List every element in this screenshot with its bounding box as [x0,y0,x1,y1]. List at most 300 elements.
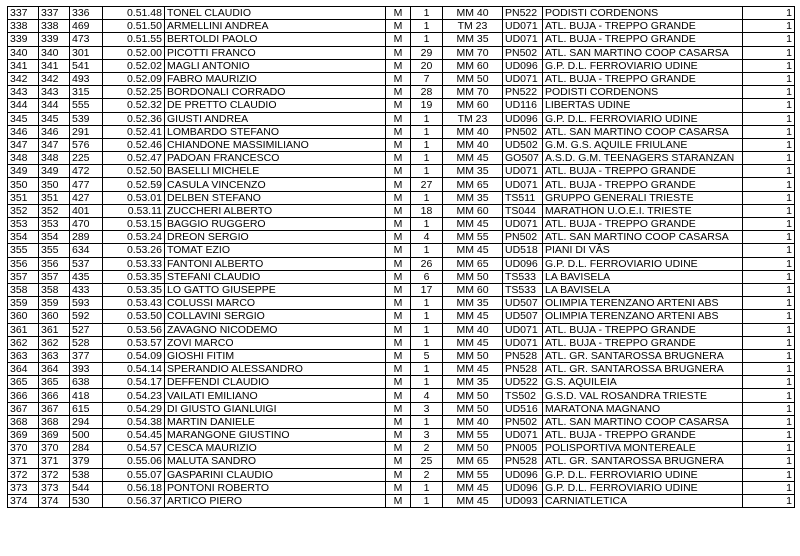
bib-cell: 315 [70,86,103,99]
position-cell: 346 [8,125,39,138]
bib-cell: 294 [70,415,103,428]
bib-cell: 472 [70,165,103,178]
bib-cell: 225 [70,152,103,165]
club-name-cell: G.P. D.L. FERROVIARIO UDINE [543,59,743,72]
category-rank-cell: 348 [39,152,70,165]
club-name-cell: G.P. D.L. FERROVIARIO UDINE [543,112,743,125]
table-row [8,59,795,72]
table-row [8,231,795,244]
bib-cell: 555 [70,99,103,112]
category-cell: MM 40 [443,138,503,151]
position-cell: 356 [8,257,39,270]
club-name-cell: LA BAVISELA [543,283,743,296]
bib-cell: 544 [70,481,103,494]
club-code-cell: UD096 [503,112,543,125]
time-cell: 0.53.56 [103,323,165,336]
position-cell: 349 [8,165,39,178]
table-row [8,297,795,310]
category-rank-cell: 368 [39,415,70,428]
table-row [8,125,795,138]
athlete-name-cell: BORDONALI CORRADO [165,86,386,99]
category-position-cell: 1 [411,244,443,257]
results-table-body [8,7,795,508]
club-name-cell: ATL. SAN MARTINO COOP CASARSA [543,231,743,244]
category-rank-cell: 345 [39,112,70,125]
category-rank-cell: 350 [39,178,70,191]
category-cell: TM 23 [443,20,503,33]
bib-cell: 615 [70,402,103,415]
time-cell: 0.54.14 [103,363,165,376]
category-cell: MM 50 [443,349,503,362]
category-position-cell: 2 [411,442,443,455]
athlete-name-cell: DI GIUSTO GIANLUIGI [165,402,386,415]
bib-cell: 634 [70,244,103,257]
athlete-name-cell: ZAVAGNO NICODEMO [165,323,386,336]
time-cell: 0.54.57 [103,442,165,455]
athlete-name-cell: DE PRETTO CLAUDIO [165,99,386,112]
category-position-cell: 1 [411,415,443,428]
club-code-cell: PN522 [503,86,543,99]
category-position-cell: 1 [411,138,443,151]
sex-cell: M [386,86,411,99]
position-cell: 361 [8,323,39,336]
table-row [8,442,795,455]
bib-cell: 284 [70,442,103,455]
sex-cell: M [386,297,411,310]
category-rank-cell: 367 [39,402,70,415]
athlete-name-cell: PADOAN FRANCESCO [165,152,386,165]
athlete-name-cell: COLUSSI MARCO [165,297,386,310]
time-cell: 0.52.47 [103,152,165,165]
position-cell: 364 [8,363,39,376]
position-cell: 337 [8,7,39,20]
athlete-name-cell: BAGGIO RUGGERO [165,218,386,231]
category-position-cell: 27 [411,178,443,191]
points-cell: 1 [743,99,795,112]
time-cell: 0.53.26 [103,244,165,257]
category-rank-cell: 366 [39,389,70,402]
club-code-cell: UD522 [503,376,543,389]
category-position-cell: 26 [411,257,443,270]
category-cell: TM 23 [443,112,503,125]
bib-cell: 377 [70,349,103,362]
position-cell: 357 [8,270,39,283]
position-cell: 362 [8,336,39,349]
time-cell: 0.52.25 [103,86,165,99]
category-position-cell: 2 [411,468,443,481]
athlete-name-cell: MAGLI ANTONIO [165,59,386,72]
sex-cell: M [386,257,411,270]
points-cell: 1 [743,178,795,191]
points-cell: 1 [743,468,795,481]
athlete-name-cell: FANTONI ALBERTO [165,257,386,270]
table-row [8,204,795,217]
club-name-cell: ATL. BUJA - TREPPO GRANDE [543,218,743,231]
club-code-cell: UD516 [503,402,543,415]
table-row [8,7,795,20]
club-name-cell: ATL. SAN MARTINO COOP CASARSA [543,415,743,428]
points-cell: 1 [743,218,795,231]
points-cell: 1 [743,112,795,125]
table-row [8,310,795,323]
sex-cell: M [386,363,411,376]
bib-cell: 470 [70,218,103,231]
sex-cell: M [386,178,411,191]
time-cell: 0.55.06 [103,455,165,468]
position-cell: 373 [8,481,39,494]
position-cell: 371 [8,455,39,468]
category-position-cell: 4 [411,389,443,402]
points-cell: 1 [743,336,795,349]
athlete-name-cell: FABRO MAURIZIO [165,72,386,85]
club-code-cell: PN502 [503,415,543,428]
category-cell: MM 40 [443,125,503,138]
time-cell: 0.51.48 [103,7,165,20]
sex-cell: M [386,125,411,138]
position-cell: 363 [8,349,39,362]
sex-cell: M [386,99,411,112]
athlete-name-cell: LOMBARDO STEFANO [165,125,386,138]
time-cell: 0.53.33 [103,257,165,270]
points-cell: 1 [743,20,795,33]
club-name-cell: OLIMPIA TERENZANO ARTENI ABS [543,310,743,323]
time-cell: 0.54.17 [103,376,165,389]
time-cell: 0.52.36 [103,112,165,125]
category-rank-cell: 340 [39,46,70,59]
athlete-name-cell: STEFANI CLAUDIO [165,270,386,283]
club-name-cell: PODISTI CORDENONS [543,7,743,20]
category-position-cell: 5 [411,349,443,362]
club-name-cell: ATL. BUJA - TREPPO GRANDE [543,336,743,349]
points-cell: 1 [743,297,795,310]
club-code-cell: PN522 [503,7,543,20]
position-cell: 350 [8,178,39,191]
sex-cell: M [386,20,411,33]
sex-cell: M [386,468,411,481]
club-name-cell: G.S.D. VAL ROSANDRA TRIESTE [543,389,743,402]
club-name-cell: PIANI DI VÂS [543,244,743,257]
bib-cell: 538 [70,468,103,481]
time-cell: 0.54.38 [103,415,165,428]
position-cell: 339 [8,33,39,46]
time-cell: 0.55.07 [103,468,165,481]
points-cell: 1 [743,389,795,402]
points-cell: 1 [743,494,795,507]
category-rank-cell: 337 [39,7,70,20]
athlete-name-cell: TONEL CLAUDIO [165,7,386,20]
points-cell: 1 [743,323,795,336]
sex-cell: M [386,283,411,296]
sex-cell: M [386,429,411,442]
category-rank-cell: 363 [39,349,70,362]
club-name-cell: G.P. D.L. FERROVIARIO UDINE [543,257,743,270]
category-rank-cell: 360 [39,310,70,323]
athlete-name-cell: MARTIN DANIELE [165,415,386,428]
category-position-cell: 1 [411,494,443,507]
category-cell: MM 50 [443,270,503,283]
sex-cell: M [386,415,411,428]
category-position-cell: 1 [411,125,443,138]
athlete-name-cell: DEFFENDI CLAUDIO [165,376,386,389]
time-cell: 0.52.41 [103,125,165,138]
category-rank-cell: 358 [39,283,70,296]
time-cell: 0.53.43 [103,297,165,310]
category-position-cell: 1 [411,336,443,349]
club-code-cell: PN528 [503,363,543,376]
category-rank-cell: 361 [39,323,70,336]
club-code-cell: UD071 [503,429,543,442]
category-position-cell: 1 [411,376,443,389]
category-rank-cell: 372 [39,468,70,481]
category-rank-cell: 349 [39,165,70,178]
athlete-name-cell: ARMELLINI ANDREA [165,20,386,33]
time-cell: 0.52.50 [103,165,165,178]
category-rank-cell: 351 [39,191,70,204]
club-code-cell: UD518 [503,244,543,257]
category-cell: MM 50 [443,442,503,455]
results-table [7,6,795,508]
table-row [8,165,795,178]
points-cell: 1 [743,191,795,204]
club-code-cell: UD093 [503,494,543,507]
table-row [8,257,795,270]
points-cell: 1 [743,165,795,178]
category-rank-cell: 342 [39,72,70,85]
position-cell: 367 [8,402,39,415]
points-cell: 1 [743,376,795,389]
club-code-cell: TS533 [503,283,543,296]
table-row [8,455,795,468]
category-position-cell: 1 [411,20,443,33]
sex-cell: M [386,112,411,125]
table-row [8,270,795,283]
points-cell: 1 [743,152,795,165]
club-name-cell: PODISTI CORDENONS [543,86,743,99]
category-cell: MM 70 [443,46,503,59]
table-row [8,99,795,112]
club-name-cell: ATL. BUJA - TREPPO GRANDE [543,20,743,33]
club-code-cell: UD071 [503,165,543,178]
bib-cell: 401 [70,204,103,217]
sex-cell: M [386,72,411,85]
category-cell: MM 50 [443,72,503,85]
points-cell: 1 [743,59,795,72]
position-cell: 368 [8,415,39,428]
bib-cell: 500 [70,429,103,442]
club-code-cell: UD096 [503,481,543,494]
position-cell: 345 [8,112,39,125]
time-cell: 0.54.29 [103,402,165,415]
sex-cell: M [386,349,411,362]
category-rank-cell: 353 [39,218,70,231]
sex-cell: M [386,191,411,204]
bib-cell: 576 [70,138,103,151]
athlete-name-cell: ZUCCHERI ALBERTO [165,204,386,217]
position-cell: 352 [8,204,39,217]
sex-cell: M [386,152,411,165]
club-name-cell: ATL. GR. SANTAROSSA BRUGNERA [543,349,743,362]
position-cell: 342 [8,72,39,85]
bib-cell: 537 [70,257,103,270]
category-rank-cell: 357 [39,270,70,283]
bib-cell: 289 [70,231,103,244]
category-cell: MM 65 [443,455,503,468]
sex-cell: M [386,310,411,323]
bib-cell: 527 [70,323,103,336]
category-position-cell: 28 [411,86,443,99]
position-cell: 360 [8,310,39,323]
athlete-name-cell: PICOTTI FRANCO [165,46,386,59]
category-position-cell: 20 [411,59,443,72]
sex-cell: M [386,204,411,217]
table-row [8,481,795,494]
category-cell: MM 45 [443,244,503,257]
position-cell: 372 [8,468,39,481]
points-cell: 1 [743,310,795,323]
athlete-name-cell: GASPARINI CLAUDIO [165,468,386,481]
bib-cell: 539 [70,112,103,125]
time-cell: 0.56.18 [103,481,165,494]
time-cell: 0.52.02 [103,59,165,72]
club-name-cell: CARNIATLETICA [543,494,743,507]
time-cell: 0.53.24 [103,231,165,244]
position-cell: 351 [8,191,39,204]
category-cell: MM 60 [443,283,503,296]
club-code-cell: UD502 [503,138,543,151]
club-code-cell: PN502 [503,46,543,59]
sex-cell: M [386,218,411,231]
time-cell: 0.54.09 [103,349,165,362]
club-code-cell: PN528 [503,455,543,468]
club-code-cell: GO507 [503,152,543,165]
category-position-cell: 1 [411,33,443,46]
club-name-cell: ATL. SAN MARTINO COOP CASARSA [543,125,743,138]
time-cell: 0.52.59 [103,178,165,191]
bib-cell: 393 [70,363,103,376]
club-code-cell: UD071 [503,323,543,336]
sex-cell: M [386,244,411,257]
category-position-cell: 19 [411,99,443,112]
sex-cell: M [386,46,411,59]
club-code-cell: UD096 [503,59,543,72]
position-cell: 340 [8,46,39,59]
athlete-name-cell: ZOVI MARCO [165,336,386,349]
bib-cell: 418 [70,389,103,402]
athlete-name-cell: ARTICO PIERO [165,494,386,507]
position-cell: 369 [8,429,39,442]
club-code-cell: UD071 [503,336,543,349]
time-cell: 0.52.32 [103,99,165,112]
position-cell: 365 [8,376,39,389]
table-row [8,46,795,59]
category-rank-cell: 371 [39,455,70,468]
category-position-cell: 4 [411,231,443,244]
time-cell: 0.53.35 [103,283,165,296]
time-cell: 0.51.55 [103,33,165,46]
bib-cell: 593 [70,297,103,310]
points-cell: 1 [743,455,795,468]
club-code-cell: PN528 [503,349,543,362]
position-cell: 366 [8,389,39,402]
time-cell: 0.52.00 [103,46,165,59]
category-cell: MM 45 [443,336,503,349]
club-name-cell: GRUPPO GENERALI TRIESTE [543,191,743,204]
category-cell: MM 60 [443,204,503,217]
points-cell: 1 [743,270,795,283]
club-name-cell: POLISPORTIVA MONTEREALE [543,442,743,455]
table-row [8,402,795,415]
club-name-cell: ATL. BUJA - TREPPO GRANDE [543,323,743,336]
category-rank-cell: 346 [39,125,70,138]
sex-cell: M [386,455,411,468]
category-position-cell: 1 [411,7,443,20]
category-rank-cell: 355 [39,244,70,257]
category-position-cell: 1 [411,165,443,178]
points-cell: 1 [743,7,795,20]
category-rank-cell: 338 [39,20,70,33]
athlete-name-cell: GIUSTI ANDREA [165,112,386,125]
athlete-name-cell: DELBEN STEFANO [165,191,386,204]
category-position-cell: 1 [411,297,443,310]
club-code-cell: TS511 [503,191,543,204]
sex-cell: M [386,442,411,455]
sex-cell: M [386,402,411,415]
bib-cell: 301 [70,46,103,59]
athlete-name-cell: GIOSHI FITIM [165,349,386,362]
category-cell: MM 35 [443,376,503,389]
category-position-cell: 7 [411,72,443,85]
table-row [8,468,795,481]
club-name-cell: OLIMPIA TERENZANO ARTENI ABS [543,297,743,310]
time-cell: 0.52.46 [103,138,165,151]
athlete-name-cell: CASULA VINCENZO [165,178,386,191]
category-rank-cell: 347 [39,138,70,151]
club-code-cell: UD071 [503,33,543,46]
club-name-cell: G.P. D.L. FERROVIARIO UDINE [543,468,743,481]
club-name-cell: G.M. G.S. AQUILE FRIULANE [543,138,743,151]
table-row [8,283,795,296]
athlete-name-cell: PONTONI ROBERTO [165,481,386,494]
category-position-cell: 18 [411,204,443,217]
points-cell: 1 [743,86,795,99]
time-cell: 0.56.37 [103,494,165,507]
category-cell: MM 60 [443,99,503,112]
category-rank-cell: 364 [39,363,70,376]
club-name-cell: ATL. BUJA - TREPPO GRANDE [543,72,743,85]
club-code-cell: PN502 [503,231,543,244]
bib-cell: 427 [70,191,103,204]
time-cell: 0.53.11 [103,204,165,217]
club-name-cell: A.S.D. G.M. TEENAGERS STARANZAN [543,152,743,165]
position-cell: 374 [8,494,39,507]
points-cell: 1 [743,363,795,376]
club-name-cell: ATL. GR. SANTAROSSA BRUGNERA [543,363,743,376]
bib-cell: 592 [70,310,103,323]
bib-cell: 469 [70,20,103,33]
category-position-cell: 25 [411,455,443,468]
time-cell: 0.54.45 [103,429,165,442]
points-cell: 1 [743,442,795,455]
table-row [8,112,795,125]
category-rank-cell: 354 [39,231,70,244]
bib-cell: 477 [70,178,103,191]
category-rank-cell: 352 [39,204,70,217]
category-position-cell: 1 [411,112,443,125]
category-position-cell: 3 [411,429,443,442]
points-cell: 1 [743,415,795,428]
category-cell: MM 60 [443,59,503,72]
sex-cell: M [386,494,411,507]
